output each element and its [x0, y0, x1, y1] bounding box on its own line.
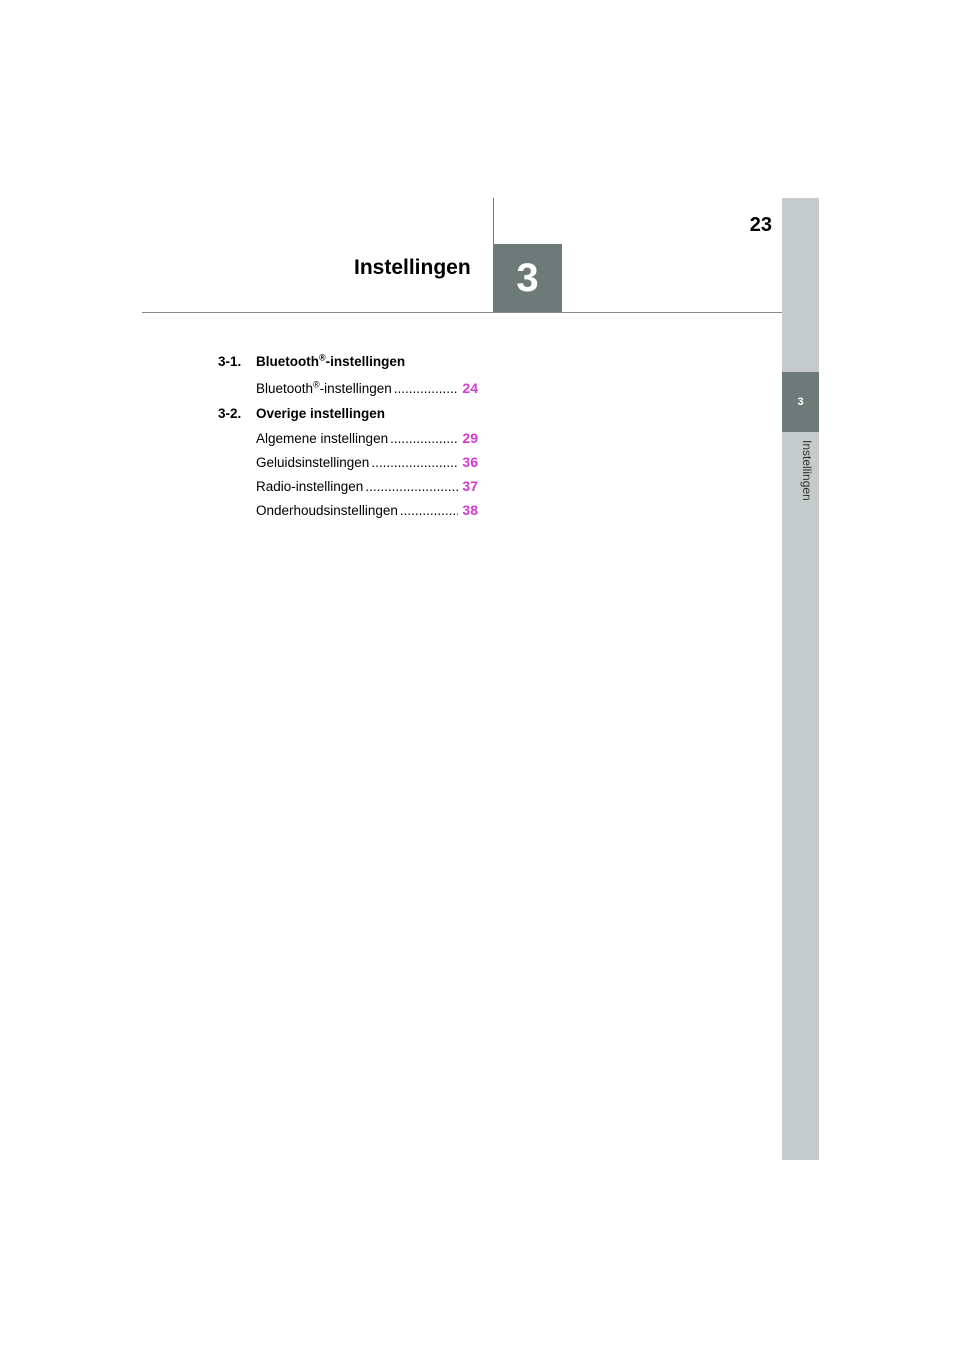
toc-entry[interactable] — [256, 450, 478, 474]
side-index-label: Instellingen — [800, 440, 814, 501]
toc-section-number: 3-1. — [218, 354, 242, 369]
chapter-number-box — [493, 244, 562, 313]
side-index-tab[interactable] — [782, 372, 819, 432]
toc-entry-page-link[interactable]: 37 — [462, 478, 478, 494]
header-divider-horizontal — [142, 312, 782, 313]
toc-entry-label: Onderhoudsinstellingen — [256, 503, 398, 518]
header-divider-vertical — [493, 198, 494, 244]
toc-entry[interactable] — [256, 498, 478, 522]
toc-section-heading[interactable] — [218, 350, 478, 374]
toc-entry-label: Radio-instellingen — [256, 479, 364, 494]
toc-entry[interactable] — [256, 376, 478, 400]
toc-entry-label: Algemene instellingen — [256, 431, 389, 446]
side-index-tab-number: 3 — [797, 396, 804, 408]
toc-entry-page-link[interactable]: 24 — [462, 380, 478, 396]
chapter-number: 3 — [516, 256, 539, 300]
toc-dot-leader — [390, 427, 458, 451]
toc-dot-leader — [394, 377, 458, 401]
toc-dot-leader — [365, 475, 458, 499]
toc-entry-label: Geluidsinstellingen — [256, 455, 370, 470]
side-index-bar — [782, 198, 819, 1160]
table-of-contents — [218, 350, 478, 522]
toc-section-number: 3-2. — [218, 406, 242, 421]
toc-section-title: Overige instellingen — [256, 406, 386, 421]
toc-dot-leader — [400, 499, 458, 523]
toc-entry-label: Bluetooth®-instellingen — [256, 379, 392, 396]
chapter-title: Instellingen — [354, 256, 471, 279]
toc-entry-page-link[interactable]: 36 — [462, 454, 478, 470]
toc-entry[interactable] — [256, 474, 478, 498]
toc-entry-page-link[interactable]: 29 — [462, 430, 478, 446]
toc-section-title: Bluetooth®-instellingen — [256, 352, 406, 369]
page-number: 23 — [749, 214, 772, 236]
toc-section-heading[interactable] — [218, 402, 478, 426]
toc-entry[interactable] — [256, 426, 478, 450]
toc-dot-leader — [371, 451, 458, 475]
toc-entry-page-link[interactable]: 38 — [462, 502, 478, 518]
